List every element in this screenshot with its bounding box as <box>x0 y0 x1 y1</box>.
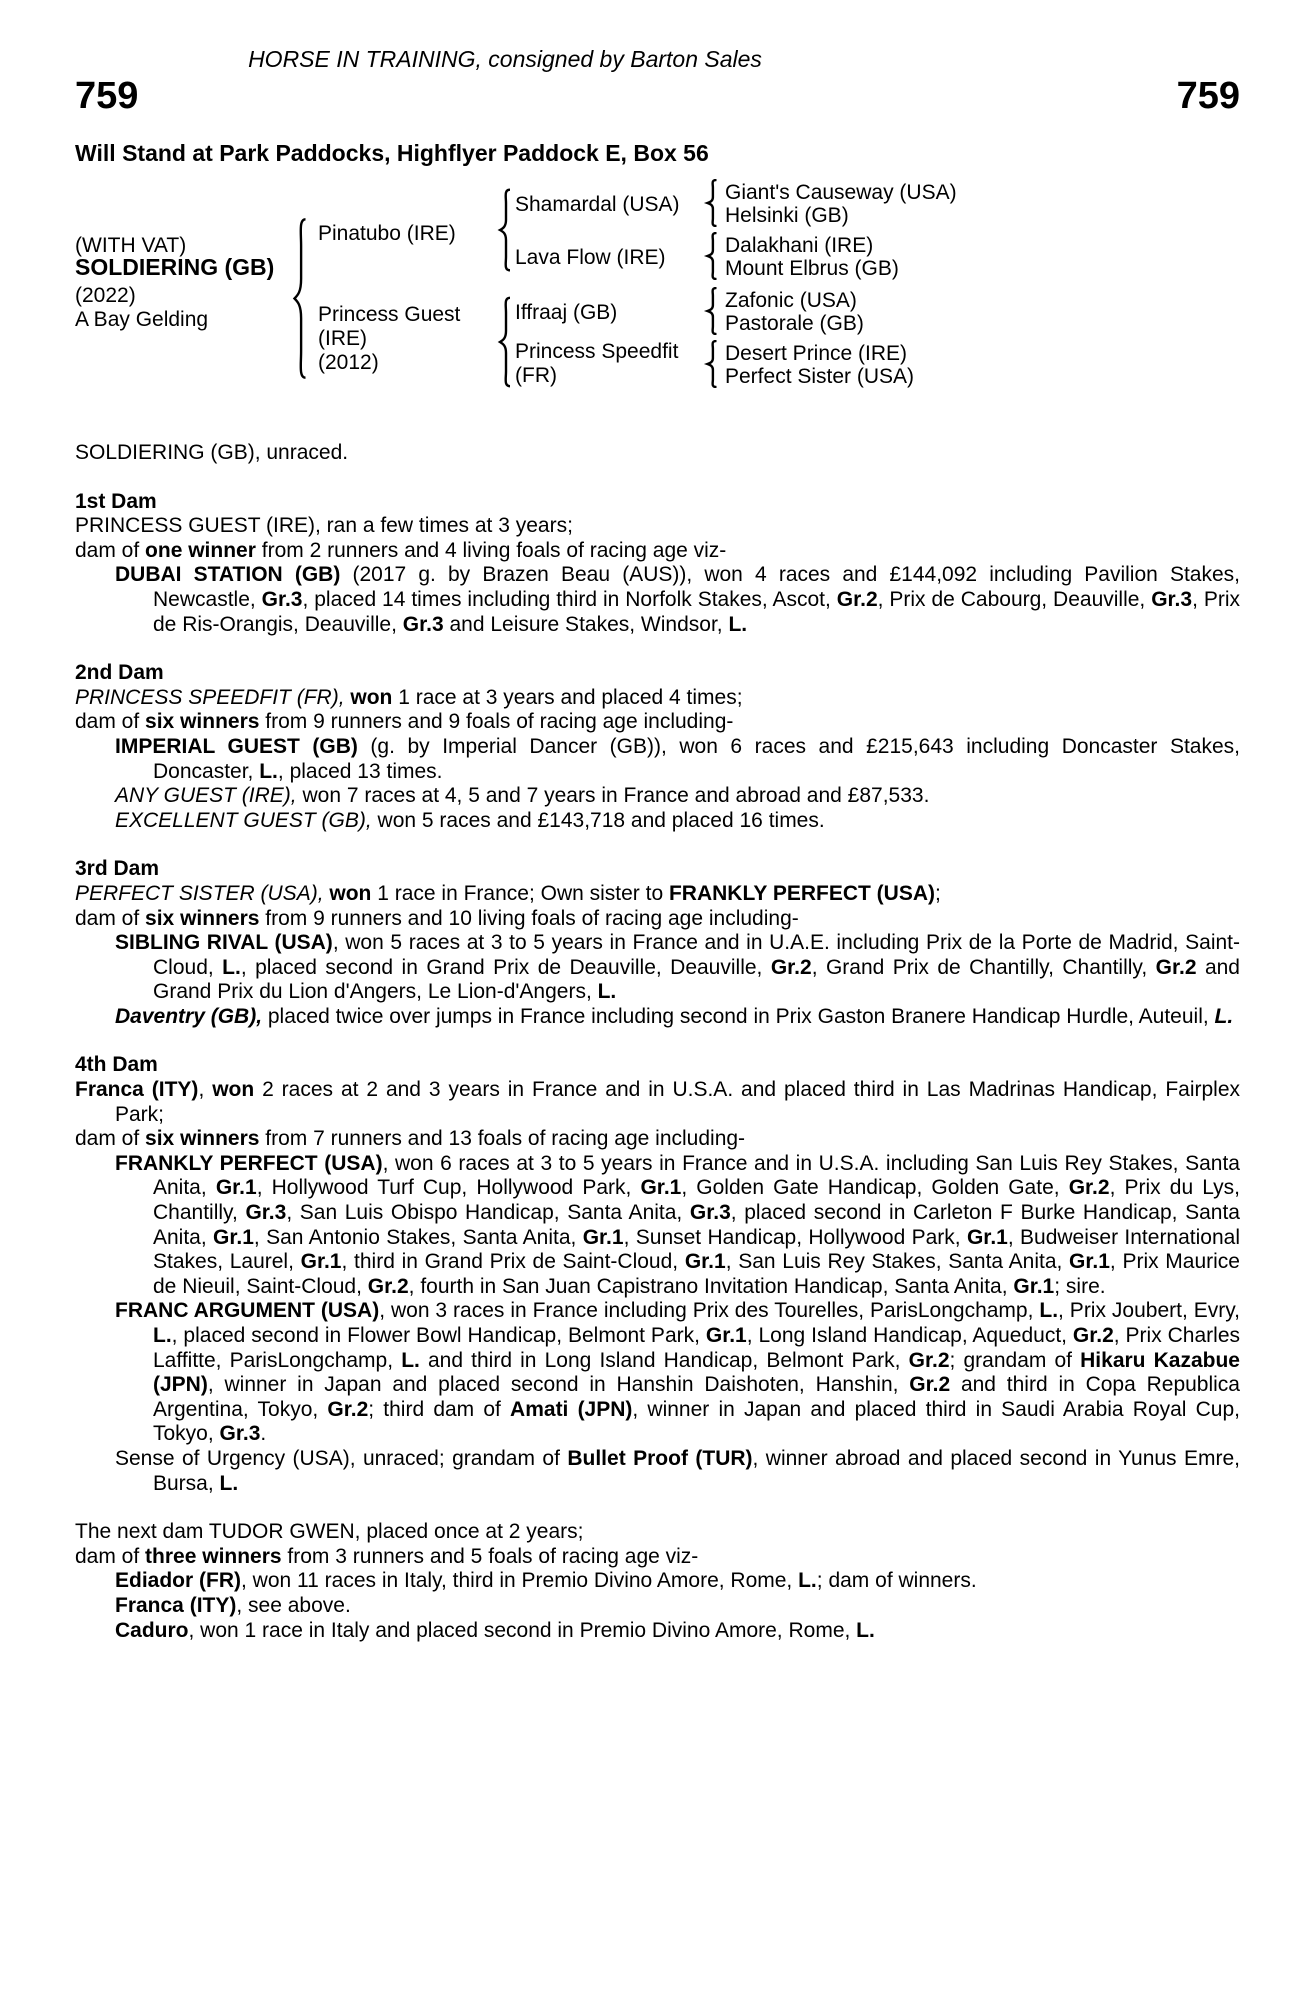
section-spacer <box>75 833 1240 857</box>
text-run: , fourth in San Juan Capistrano Invitation Handicap, Santa Anita, <box>408 1274 1014 1298</box>
body-paragraph <box>75 809 1240 834</box>
text-run: Daventry (GB), <box>115 1004 263 1028</box>
text-run: , <box>198 1078 213 1102</box>
body-paragraph <box>75 882 1240 907</box>
body-paragraph <box>75 784 1240 809</box>
text-run: Amati (JPN) <box>510 1397 633 1421</box>
lot-number-row <box>75 76 1240 116</box>
text-run: DUBAI STATION (GB) <box>115 563 341 587</box>
text-run: , Grand Prix de Chantilly, Chantilly, <box>811 955 1156 979</box>
text-run: dam of <box>75 1127 146 1151</box>
text-run: placed twice over jumps in France including second in Prix Gaston Branere Handicap Hurdle, Auteuil, <box>262 1004 1215 1028</box>
text-run: Gr.1 <box>640 1176 682 1200</box>
body-paragraph <box>75 735 1240 784</box>
body-paragraph <box>75 539 1240 564</box>
dam-heading: 1st Dam <box>75 489 157 513</box>
pedigree-brace-icon <box>495 188 515 272</box>
text-run: , San Antonio Stakes, Santa Anita, <box>253 1225 583 1249</box>
dam-year: (2012) <box>318 351 379 374</box>
body-paragraph <box>75 514 1240 539</box>
text-run: Hikaru Kazabue (JPN) <box>153 1348 1240 1397</box>
text-run: 2 races at 2 and 3 years in France and in U.S.A. and placed third in Las Madrinas Handicap, Fairplex Park; <box>115 1078 1241 1126</box>
text-run: , placed second in Grand Prix de Deauville, Deauville, <box>240 955 771 979</box>
text-run: Gr.1 <box>300 1250 342 1274</box>
body-paragraph <box>75 1619 1240 1644</box>
body-paragraph <box>75 1152 1240 1300</box>
stand-location: Will Stand at Park Paddocks, Highflyer Paddock E, Box 56 <box>75 140 709 166</box>
text-run: Gr.3 <box>689 1201 731 1225</box>
text-run: and third in Long Island Handicap, Belmont Park, <box>419 1348 909 1372</box>
text-run: won <box>329 881 372 905</box>
text-run: SOLDIERING (GB), unraced. <box>75 441 349 464</box>
body-paragraph <box>75 1520 1240 1545</box>
pedigree-brace-icon <box>703 232 721 280</box>
text-run: Sense of Urgency (USA), unraced; grandam of <box>115 1446 568 1470</box>
text-run: Gr.1 <box>1013 1274 1055 1298</box>
text-run: , won 11 races in Italy, third in Premio Divino Amore, Rome, <box>241 1569 799 1593</box>
sire-dam-name: Lava Flow (IRE) <box>515 246 666 269</box>
text-run: , placed second in Flower Bowl Handicap, Belmont Park, <box>171 1324 706 1347</box>
text-run: Gr.1 <box>582 1225 624 1249</box>
page-header: HORSE IN TRAINING, consigned by Barton Sales <box>248 46 762 72</box>
text-run: six winners <box>145 710 260 734</box>
text-run: PRINCESS GUEST (IRE), ran a few times at 3 years; <box>75 514 573 538</box>
text-run: , Budweiser International Stakes, Laurel, <box>153 1225 1240 1274</box>
text-run: ; dam of winners. <box>816 1569 977 1593</box>
text-run: from 2 runners and 4 living foals of racing age viz- <box>255 538 727 562</box>
text-run: Gr.3 <box>261 587 303 611</box>
text-run: six winners <box>145 1127 260 1151</box>
dam-heading: 2nd Dam <box>75 661 164 685</box>
text-run: FRANC ARGUMENT (USA) <box>115 1299 380 1323</box>
text-run: Gr.1 <box>1069 1250 1110 1274</box>
text-run: Franca (ITY) <box>115 1593 237 1617</box>
text-run: , San Luis Rey Stakes, Santa Anita, <box>725 1250 1070 1274</box>
text-run: , Prix de Ris-Orangis, Deauville, <box>153 587 1240 636</box>
body-paragraph <box>75 1594 1240 1619</box>
text-run: dam of <box>75 710 146 734</box>
gen3-name: Zafonic (USA) <box>725 289 857 312</box>
body-paragraph <box>75 1569 1240 1594</box>
text-run: Gr.2 <box>327 1397 369 1421</box>
text-run: Gr.2 <box>908 1348 950 1372</box>
text-run: (g. by Imperial Dancer (GB)), won 6 races and £215,643 including Doncaster Stakes, Doncaster, <box>153 734 1240 783</box>
lot-number-right: 759 <box>1176 75 1240 117</box>
text-run: ; sire. <box>1054 1274 1106 1298</box>
text-run: Gr.3 <box>402 612 444 636</box>
text-run: , Prix Joubert, Evry, <box>1058 1299 1240 1323</box>
text-run: . <box>260 1422 267 1446</box>
pedigree-body-text <box>75 441 1240 1643</box>
text-run: Gr.2 <box>1072 1324 1114 1347</box>
gen3-name: Dalakhani (IRE) <box>725 234 874 257</box>
text-run: , Sunset Handicap, Hollywood Park, <box>623 1225 967 1249</box>
text-run: SIBLING RIVAL (USA) <box>115 931 333 955</box>
text-run: , Long Island Handicap, Aqueduct, <box>746 1324 1073 1347</box>
text-run: , won 1 race in Italy and placed second in Premio Divino Amore, Rome, <box>188 1618 857 1642</box>
text-run: Gr.2 <box>836 587 878 611</box>
pedigree-brace-icon <box>495 296 515 388</box>
text-run: Gr.2 <box>770 955 812 979</box>
text-run: L. <box>153 1324 172 1347</box>
text-run: L. <box>798 1569 817 1593</box>
dam-heading: 3rd Dam <box>75 857 160 881</box>
text-run: , Prix Charles Laffitte, ParisLongchamp, <box>153 1324 1240 1372</box>
text-run: , see above. <box>236 1593 351 1617</box>
text-run: 1 race in France; Own sister to <box>371 881 669 905</box>
body-paragraph <box>75 1127 1240 1152</box>
gen3-name: Giant's Causeway (USA) <box>725 181 957 204</box>
body-paragraph <box>75 931 1240 1005</box>
text-run: won 7 races at 4, 5 and 7 years in France and abroad and £87,533. <box>296 784 930 808</box>
pedigree-table <box>75 176 1240 391</box>
text-run: and third in Copa Republica Argentina, Tokyo, <box>153 1373 1240 1421</box>
section-spacer <box>75 1496 1240 1520</box>
text-run: Gr.3 <box>245 1201 287 1225</box>
body-paragraph <box>75 710 1240 735</box>
text-run: Gr.1 <box>966 1225 1008 1249</box>
text-run: Gr.1 <box>215 1176 257 1200</box>
text-run: dam of <box>75 906 146 930</box>
gen3-name: Pastorale (GB) <box>725 312 864 335</box>
text-run: L. <box>1039 1299 1059 1323</box>
text-run: L. <box>1214 1004 1234 1028</box>
dam-dam-country: (FR) <box>515 364 557 387</box>
text-run: and Grand Prix du Lion d'Angers, Le Lion-d'Angers, <box>153 955 1240 1004</box>
body-paragraph <box>75 686 1240 711</box>
text-run: six winners <box>145 906 260 930</box>
text-run: , placed second in Carleton F Burke Handicap, Santa Anita, <box>153 1201 1240 1249</box>
text-run: Franca (ITY) <box>75 1078 199 1102</box>
dam-country: (IRE) <box>318 327 367 350</box>
body-paragraph <box>75 1299 1240 1447</box>
pedigree-brace-icon <box>703 287 721 335</box>
text-run: Gr.2 <box>909 1373 951 1397</box>
text-run: Gr.2 <box>1155 955 1197 979</box>
text-run: IMPERIAL GUEST (GB) <box>115 734 358 758</box>
text-run: Caduro <box>115 1618 189 1642</box>
text-run: Gr.2 <box>367 1274 409 1298</box>
pedigree-brace-icon <box>289 216 311 381</box>
text-run: Ediador (FR) <box>115 1569 241 1593</box>
text-run: L. <box>597 980 617 1004</box>
dam-heading: 4th Dam <box>75 1053 158 1077</box>
horse-description: A Bay Gelding <box>75 308 209 331</box>
body-paragraph <box>75 1078 1240 1127</box>
text-run: Gr.2 <box>1068 1176 1110 1200</box>
horse-name: SOLDIERING (GB) <box>75 254 275 280</box>
text-run: L. <box>219 1471 239 1495</box>
sire-name: Pinatubo (IRE) <box>318 222 456 245</box>
text-run: , won 6 races at 3 to 5 years in France and in U.S.A. including San Luis Rey Stakes, Santa Anita, <box>153 1151 1240 1200</box>
gen3-name: Desert Prince (IRE) <box>725 342 908 365</box>
text-run: ANY GUEST (IRE), <box>115 784 297 808</box>
pedigree-brace-icon <box>703 179 721 227</box>
text-run: , winner in Japan and placed second in Hanshin Daishoten, Hanshin, <box>207 1373 910 1397</box>
text-run: won <box>350 685 393 709</box>
text-run: , Prix du Lys, Chantilly, <box>153 1176 1240 1225</box>
text-run: (2017 g. by Brazen Beau (AUS)), won 4 races and £144,092 including Pavilion Stakes, Newcastle, <box>153 563 1240 611</box>
body-paragraph <box>75 1545 1240 1570</box>
text-run: Gr.3 <box>1151 587 1193 611</box>
text-run: FRANKLY PERFECT (USA) <box>115 1151 383 1175</box>
text-run: from 7 runners and 13 foals of racing age including- <box>259 1127 746 1151</box>
body-paragraph <box>75 563 1240 637</box>
text-run: and Leisure Stakes, Windsor, <box>443 612 729 636</box>
text-run: three winners <box>145 1544 282 1568</box>
text-run: , placed 13 times. <box>277 759 443 783</box>
text-run: , winner abroad and placed second in Yunus Emre, Bursa, <box>153 1446 1240 1495</box>
text-run: , Golden Gate Handicap, Golden Gate, <box>681 1176 1069 1200</box>
dam-name: Princess Guest <box>318 303 461 326</box>
text-run: , Hollywood Turf Cup, Hollywood Park, <box>256 1176 641 1200</box>
text-run: L. <box>401 1348 420 1372</box>
body-paragraph <box>75 907 1240 932</box>
text-run: ; third dam of <box>368 1397 511 1421</box>
text-run: one winner <box>145 538 256 562</box>
text-run: EXCELLENT GUEST (GB), <box>115 808 372 832</box>
text-run: L. <box>259 759 278 783</box>
text-run: , San Luis Obispo Handicap, Santa Anita, <box>286 1201 690 1225</box>
text-run: won 5 races and £143,718 and placed 16 times. <box>371 808 825 832</box>
section-spacer <box>75 1029 1240 1053</box>
text-run: ; grandam of <box>949 1348 1081 1372</box>
gen3-name: Perfect Sister (USA) <box>725 365 915 388</box>
text-run: 1 race at 3 years and placed 4 times; <box>392 685 743 709</box>
text-run: won <box>212 1078 255 1102</box>
text-run: dam of <box>75 538 146 562</box>
dam-dam-name: Princess Speedfit <box>515 340 679 363</box>
text-run: , Prix Maurice de Nieuil, Saint-Cloud, <box>153 1250 1240 1298</box>
gen3-name: Helsinki (GB) <box>725 204 849 227</box>
section-spacer <box>75 637 1240 661</box>
text-run: , placed 14 times including third in Norfolk Stakes, Ascot, <box>302 587 837 611</box>
foaling-year: (2022) <box>75 284 136 307</box>
body-paragraph <box>75 1447 1240 1496</box>
text-run: , third in Grand Prix de Saint-Cloud, <box>341 1250 685 1274</box>
text-run: PERFECT SISTER (USA), <box>75 881 324 905</box>
text-run: FRANKLY PERFECT (USA) <box>668 881 936 905</box>
text-run: The next dam TUDOR GWEN, placed once at 2 years; <box>75 1520 584 1544</box>
text-run: from 9 runners and 9 foals of racing age including- <box>259 710 734 734</box>
text-run: PRINCESS SPEEDFIT (FR), <box>75 685 345 709</box>
text-run: , won 3 races in France including Prix des Tourelles, ParisLongchamp, <box>379 1299 1040 1323</box>
text-run: from 9 runners and 10 living foals of racing age including- <box>259 906 799 930</box>
text-run: Bullet Proof (TUR) <box>567 1446 753 1470</box>
gen3-name: Mount Elbrus (GB) <box>725 257 899 280</box>
lot-number-left: 759 <box>75 75 139 117</box>
text-run: ; <box>935 881 941 905</box>
text-run: , winner in Japan and placed third in Saudi Arabia Royal Cup, Tokyo, <box>153 1397 1241 1446</box>
dam-sire-name: Iffraaj (GB) <box>515 301 618 324</box>
body-paragraph <box>75 1005 1240 1030</box>
text-run: L. <box>856 1618 875 1642</box>
sire-sire-name: Shamardal (USA) <box>515 193 680 216</box>
text-run: L. <box>728 612 748 636</box>
text-run: , Prix de Cabourg, Deauville, <box>877 587 1152 611</box>
body-paragraph <box>75 441 1240 466</box>
pedigree-brace-icon <box>703 340 721 388</box>
text-run: , won 5 races at 3 to 5 years in France and in U.A.E. including Prix de la Porte de Madrid, Saint-Cloud, <box>153 931 1240 979</box>
vat-note: (WITH VAT) <box>75 234 187 257</box>
text-run: Gr.3 <box>219 1422 261 1446</box>
text-run: Gr.1 <box>213 1225 254 1249</box>
text-run: Gr.1 <box>705 1324 747 1347</box>
section-spacer <box>75 466 1240 490</box>
text-run: dam of <box>75 1544 146 1568</box>
text-run: Gr.1 <box>684 1250 726 1274</box>
text-run: from 3 runners and 5 foals of racing age viz- <box>281 1544 699 1568</box>
text-run: L. <box>222 955 241 979</box>
